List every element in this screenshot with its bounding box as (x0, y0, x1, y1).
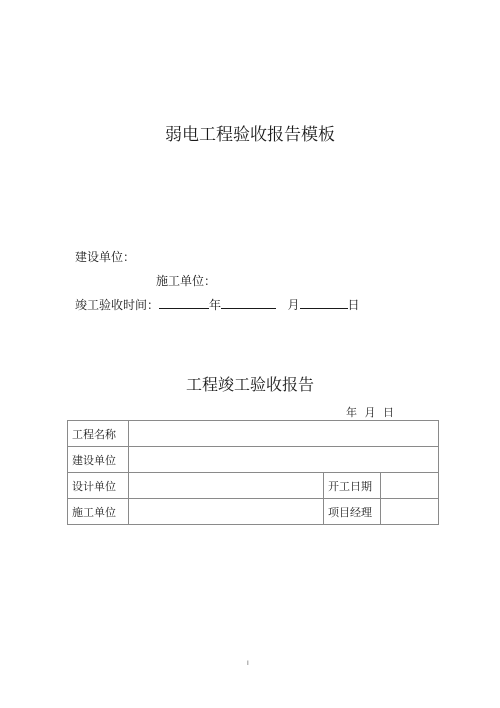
table-value-cell (129, 421, 439, 447)
table-value-cell (381, 473, 439, 499)
project-info-table (67, 420, 439, 525)
table-row (68, 499, 439, 525)
table-value-cell (129, 473, 324, 499)
report-title: 工程竣工验收报告 (185, 375, 314, 394)
table-label-cell: 开工日期 (324, 473, 381, 499)
table-label-cell: 工程名称 (68, 421, 129, 447)
table-label-cell: 项目经理 (324, 499, 381, 525)
document-title: 弱电工程验收报告模板 (165, 125, 335, 145)
month-blank (221, 297, 276, 309)
completion-time-line (75, 296, 360, 313)
table-label-cell: 设计单位 (68, 473, 129, 499)
year-label: 年 (209, 298, 222, 312)
table-label-cell: 施工单位 (68, 499, 129, 525)
table-row (68, 447, 439, 473)
table-row (68, 421, 439, 447)
table-value-cell (381, 499, 439, 525)
month-label: 月 (287, 298, 300, 312)
table-value-cell (129, 447, 439, 473)
day-blank (300, 297, 348, 309)
table-value-cell (129, 499, 324, 525)
day-label: 日 (347, 298, 360, 312)
table-row (68, 473, 439, 499)
page-number: I (247, 660, 249, 667)
contractor-label: 施工单位： (156, 274, 217, 288)
construction-unit-label: 建设单位： (75, 250, 136, 264)
report-date-line: 年 月 日 (346, 406, 394, 419)
table-label-cell: 建设单位 (68, 447, 129, 473)
completion-time-label: 竣工验收时间： (75, 298, 160, 312)
year-blank (159, 297, 209, 309)
